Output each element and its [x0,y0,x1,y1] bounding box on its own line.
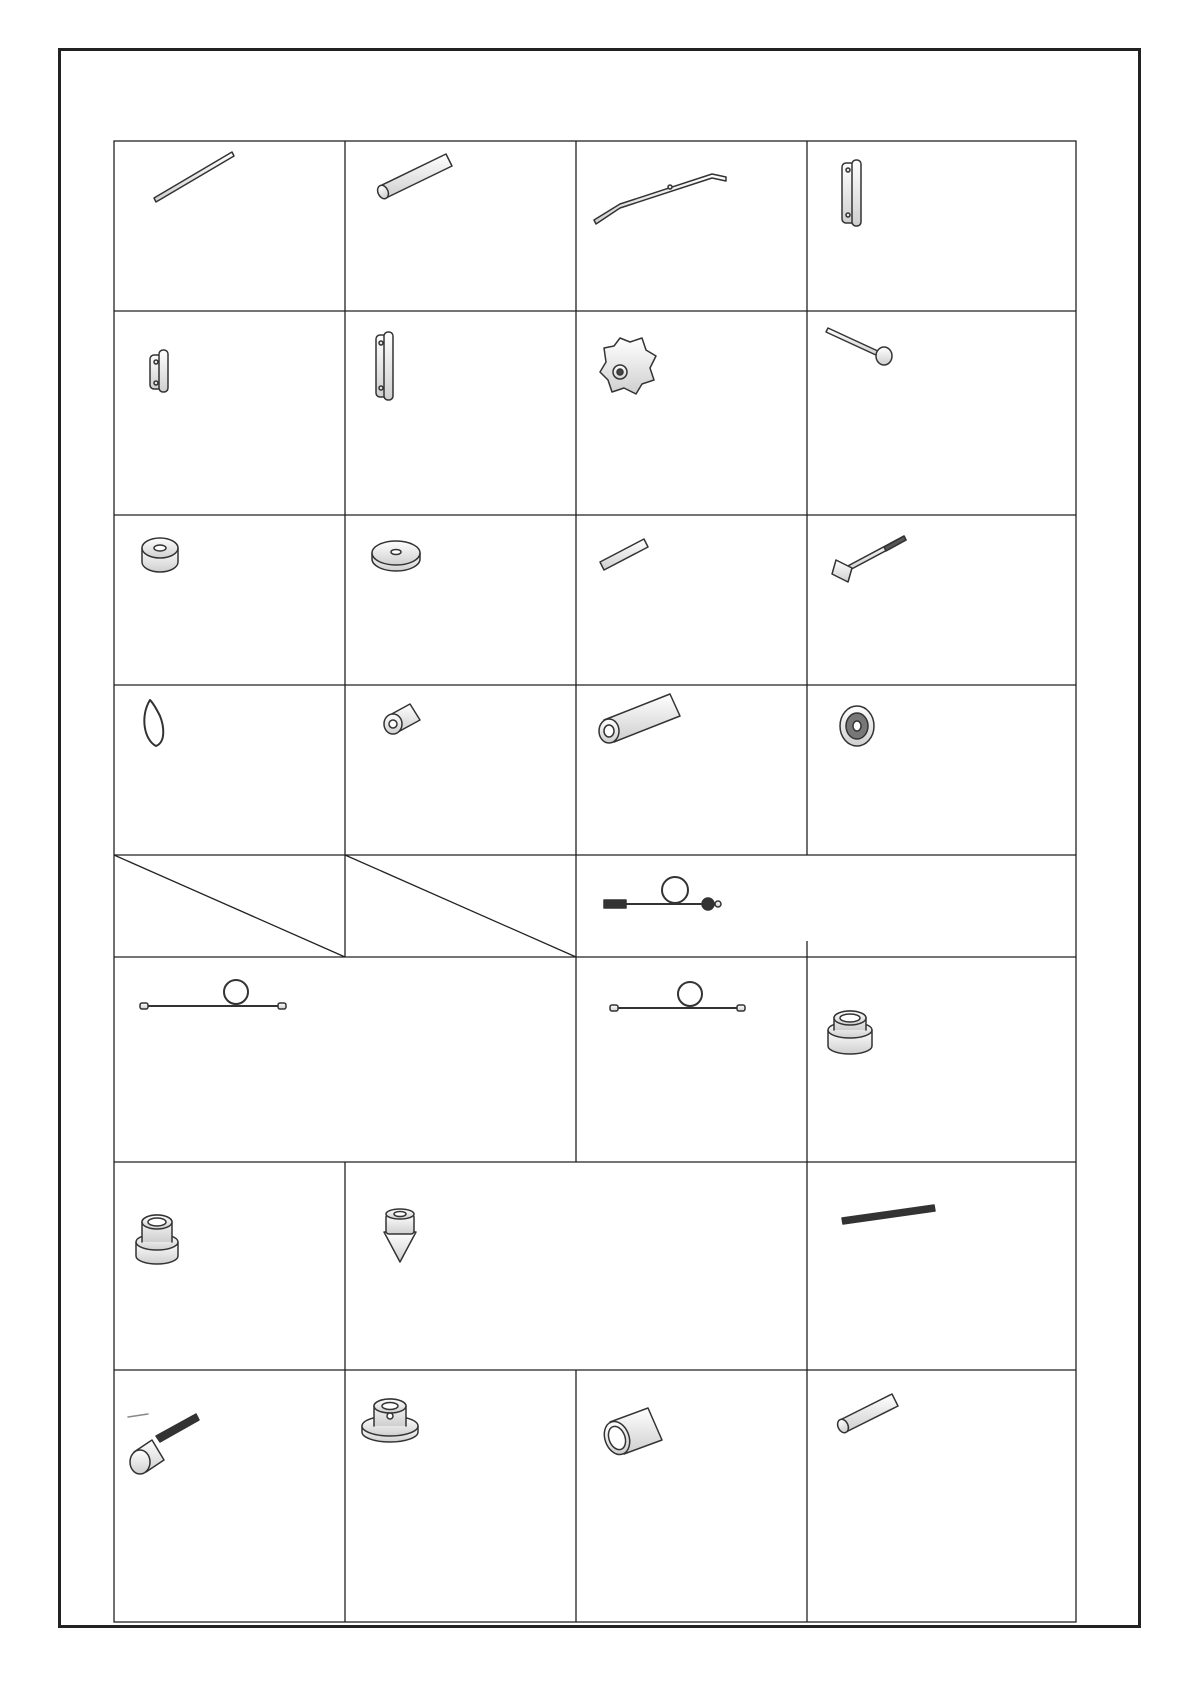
flat-washer-icon [372,541,420,571]
long-cable-with-loop-icon [140,980,286,1009]
short-spacer-icon [384,704,420,734]
threaded-bolt-icon [832,536,906,582]
double-bracket-icon [376,332,393,400]
cone-nut-icon [384,1209,416,1262]
bent-bar-icon [594,174,726,224]
cap-screw-icon [128,1414,199,1474]
thin-rod-icon [154,152,234,202]
long-hinge-bracket-icon [842,160,861,226]
carabiner-clip-icon [144,700,163,746]
cable-with-loop-and-fittings-icon [604,877,721,910]
pin-bolt-icon [826,328,892,365]
flanged-bushing-tall-icon [136,1215,178,1264]
small-bracket-icon [150,350,168,392]
threaded-rod-icon [842,1205,935,1224]
pulley-wheel-icon [840,706,874,746]
short-cable-with-loop-icon [610,982,745,1011]
sleeve-bushing-icon [600,1408,662,1458]
long-sleeve-icon [599,694,680,743]
round-tube-icon [376,154,452,200]
small-tube-icon [836,1394,898,1434]
thick-washer-icon [142,538,178,572]
flanged-bushing-icon [828,1011,872,1054]
parts-grid [114,141,1076,1622]
short-pin-icon [600,539,648,570]
star-knob-icon [600,338,656,394]
flanged-collar-icon [362,1399,418,1442]
